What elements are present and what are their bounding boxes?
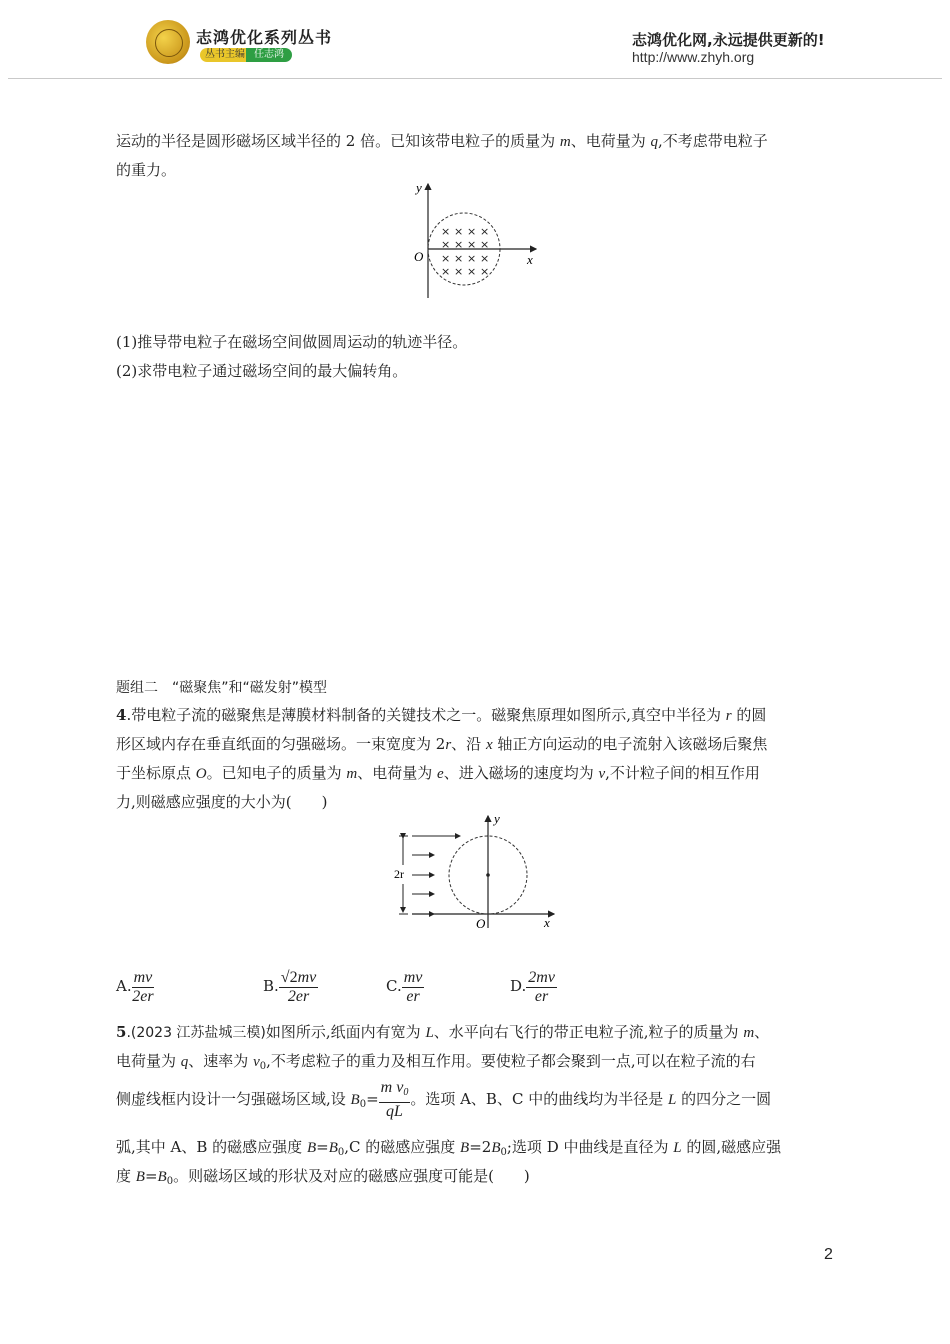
svg-text:×: × — [454, 252, 464, 265]
q3-figure — [408, 178, 548, 302]
q4-x-label: x — [544, 915, 550, 930]
q3-line-2: 的重力。 — [116, 161, 177, 179]
q3-line-1: 运动的半径是圆形磁场区域半径的 2 倍。已知该带电粒子的质量为 m、电荷量为 q,不考虑带电粒子 — [116, 132, 768, 150]
q4-option-c[interactable]: C. $\frac{mv}{er}$ — [386, 968, 423, 1005]
q5-line-1: 5.(2023 江苏盐城三模)如图所示,纸面内有宽为 L、水平向右飞行的带正电粒子流,粒子的质量为 m、 — [116, 1023, 770, 1041]
q4-line-2: 形区域内存在垂直纸面的匀强磁场。一束宽度为 2r、沿 x 轴正方向运动的电子流射入该磁场后聚焦 — [116, 735, 768, 753]
editor-name: 任志鸿 — [246, 48, 292, 62]
q5-line-2: 电荷量为 q、速率为 $v_0$,不考虑粒子的重力及相互作用。要使粒子都会聚到一点,可以在粒子流的右 — [116, 1052, 756, 1072]
q3-y-label: y — [416, 180, 422, 195]
q5-line-5: 度 $B=B_0$。则磁场区域的形状及对应的磁感应强度可能是( ) — [116, 1167, 530, 1187]
group2-title: 题组二 “磁聚焦”和“磁发射”模型 — [116, 680, 328, 696]
q3-sub-1: (1)推导带电粒子在磁场空间做圆周运动的轨迹半径。 — [116, 333, 468, 351]
editor-label: 丛书主编 — [200, 48, 250, 62]
q4-y-label: y — [494, 811, 500, 826]
q3-origin-label: O — [414, 249, 424, 264]
q3-sub-2: (2)求带电粒子通过磁场空间的最大偏转角。 — [116, 362, 408, 380]
header-slogan: 志鸿优化网,永远提供更新的! — [632, 31, 825, 49]
q4-option-b[interactable]: B. $\frac{√2mv}{2er}$ — [263, 968, 317, 1005]
q4-origin-label: O — [476, 916, 486, 931]
svg-text:×: × — [441, 252, 451, 265]
page-number: 2 — [824, 1246, 833, 1263]
q4-circle-center — [486, 873, 490, 877]
svg-text:×: × — [480, 265, 490, 278]
q4-figure — [390, 810, 560, 934]
svg-text:×: × — [454, 238, 464, 251]
svg-text:×: × — [467, 265, 477, 278]
series-title: 志鸿优化系列丛书 — [196, 28, 333, 47]
svg-text:×: × — [467, 225, 477, 238]
q4-width-label: 2r — [394, 867, 404, 881]
q4-line-1: 4.带电粒子流的磁聚焦是薄膜材料制备的关键技术之一。磁聚焦原理如图所示,真空中半径为 r 的圆 — [116, 706, 767, 724]
svg-text:×: × — [480, 252, 490, 265]
q5-line-3: 侧虚线框内设计一匀强磁场区域,设 $B_0=$ $\frac{m v_0}{qL}$ 。选项 A、B、C 中的曲线均为半径是 L 的四分之一圆 — [116, 1079, 772, 1120]
svg-text:×: × — [480, 225, 490, 238]
q3-field-crosses — [441, 225, 489, 278]
q4-line-3: 于坐标原点 O。已知电子的质量为 m、电荷量为 e、进入磁场的速度均为 v,不计粒子间的相互作用 — [116, 764, 760, 782]
q4-option-d[interactable]: D. $\frac{2mv}{er}$ — [510, 968, 555, 1005]
svg-text:×: × — [441, 225, 451, 238]
q4-line-4: 力,则磁感应强度的大小为( ) — [116, 793, 328, 811]
svg-text:×: × — [480, 238, 490, 251]
q4-electron-beams — [412, 836, 460, 914]
header-divider — [8, 78, 942, 79]
header-url[interactable]: http://www.zhyh.org — [632, 49, 755, 65]
svg-text:×: × — [454, 225, 464, 238]
svg-text:×: × — [467, 252, 477, 265]
svg-text:×: × — [467, 238, 477, 251]
publisher-logo — [146, 20, 190, 64]
q3-x-label: x — [527, 252, 533, 267]
svg-text:×: × — [441, 265, 451, 278]
q5-line-4: 弧,其中 A、B 的磁感应强度 $B=B_0,C$ 的磁感应强度 $B=2B_0$;选项 D 中曲线是直径为 L 的圆,磁感应强 — [116, 1138, 782, 1158]
svg-text:×: × — [441, 238, 451, 251]
q4-option-a[interactable]: A. $\frac{mv}{2er}$ — [116, 968, 154, 1005]
svg-text:×: × — [454, 265, 464, 278]
